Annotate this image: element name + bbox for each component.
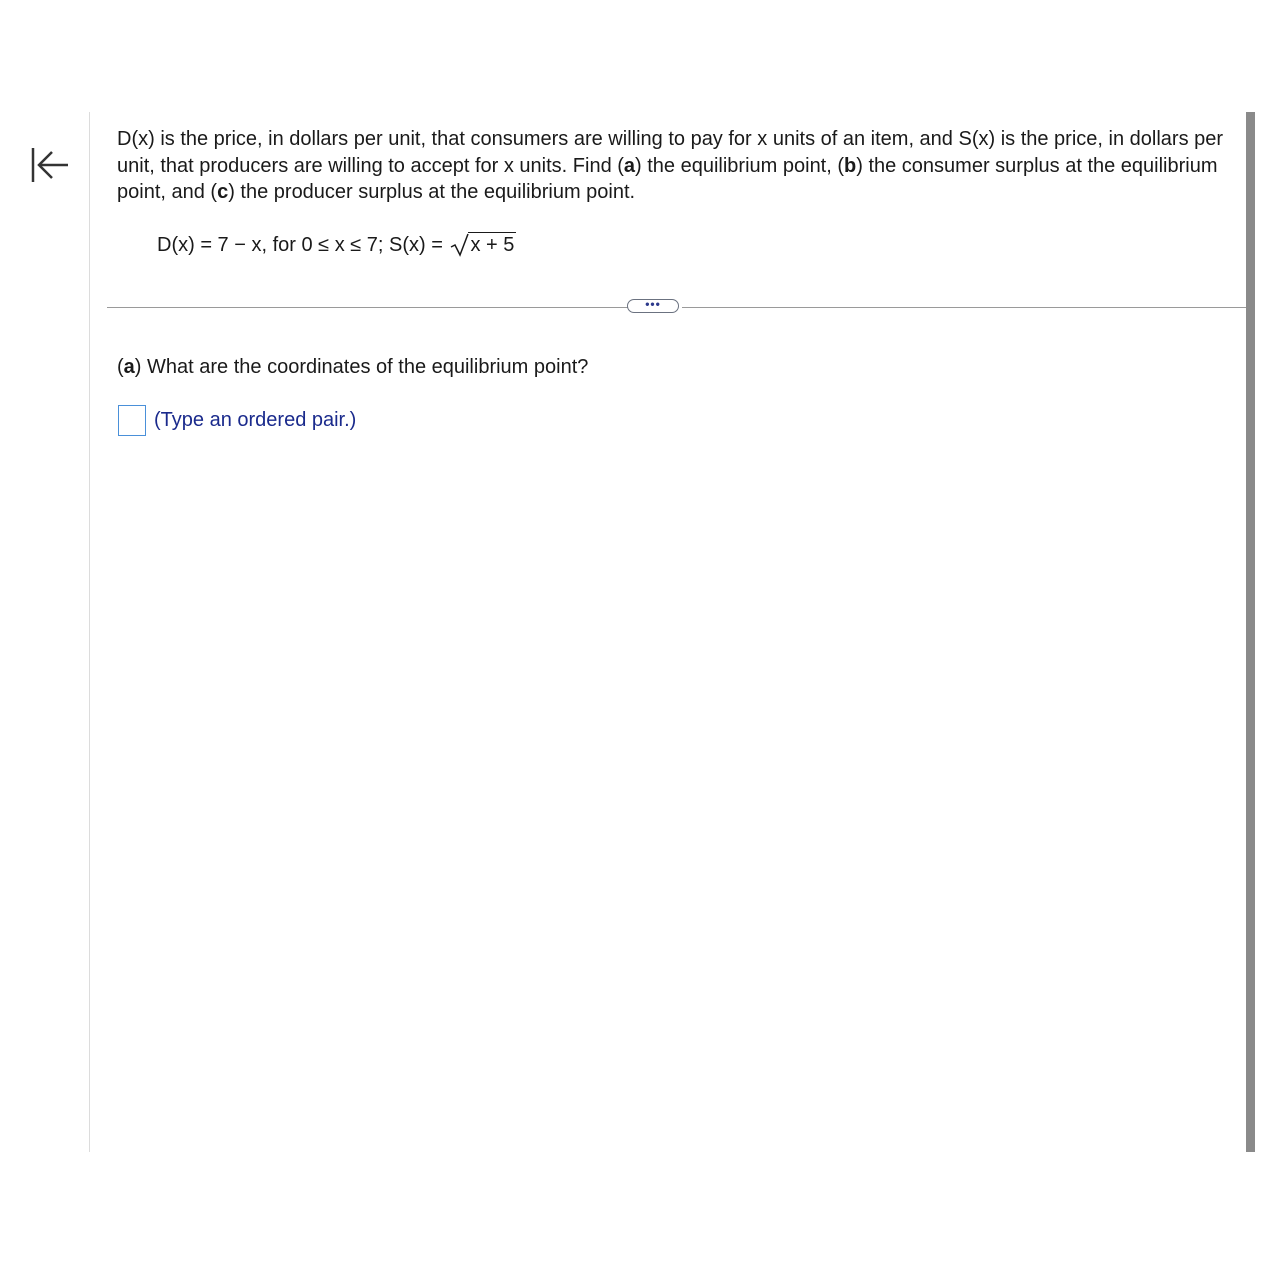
question-text-part: ) the producer surplus at the equilibrium point.: [228, 181, 636, 203]
question-text: [117, 126, 1242, 206]
part-a-marker: a: [623, 154, 636, 177]
radical-sign-icon: [450, 233, 469, 257]
part-a-prompt: [117, 354, 588, 380]
equation-lhs: D(x) = 7 − x, for 0 ≤ x ≤ 7; S(x) =: [157, 234, 449, 256]
question-text-part: D(x) is the price, in dollars per unit, that consumers are willing to pay for x units of an item, and S(x) is the price, in dollars per unit, that producers are willing to accept for x units. Find (: [117, 128, 1224, 177]
square-root: [450, 231, 516, 259]
sidebar-divider: [89, 112, 90, 1152]
answer-input[interactable]: [118, 405, 146, 436]
section-separator: [682, 307, 1248, 308]
question-text-part: ) the equilibrium point, (: [635, 154, 845, 177]
section-separator: [107, 307, 628, 308]
equation: [157, 231, 516, 259]
part-a-prompt-text: ) What are the coordinates of the equilibrium point?: [134, 356, 589, 378]
collapse-left-icon: [28, 145, 72, 185]
more-horizontal-icon: •••: [645, 296, 661, 311]
scrollbar[interactable]: [1246, 112, 1255, 1152]
question-text-part: ) the consumer surplus at the equilibrium point, and (: [117, 154, 1218, 203]
collapse-sidebar-button[interactable]: [28, 145, 72, 185]
radicand: x + 5: [470, 234, 515, 256]
answer-row: [118, 403, 356, 437]
answer-hint: (Type an ordered pair.): [154, 409, 357, 431]
part-a-marker: a: [123, 356, 135, 378]
part-c-marker: c: [217, 181, 229, 203]
show-more-button[interactable]: [627, 296, 679, 313]
part-a-prompt-text: (: [117, 356, 124, 378]
part-b-marker: b: [844, 154, 857, 177]
